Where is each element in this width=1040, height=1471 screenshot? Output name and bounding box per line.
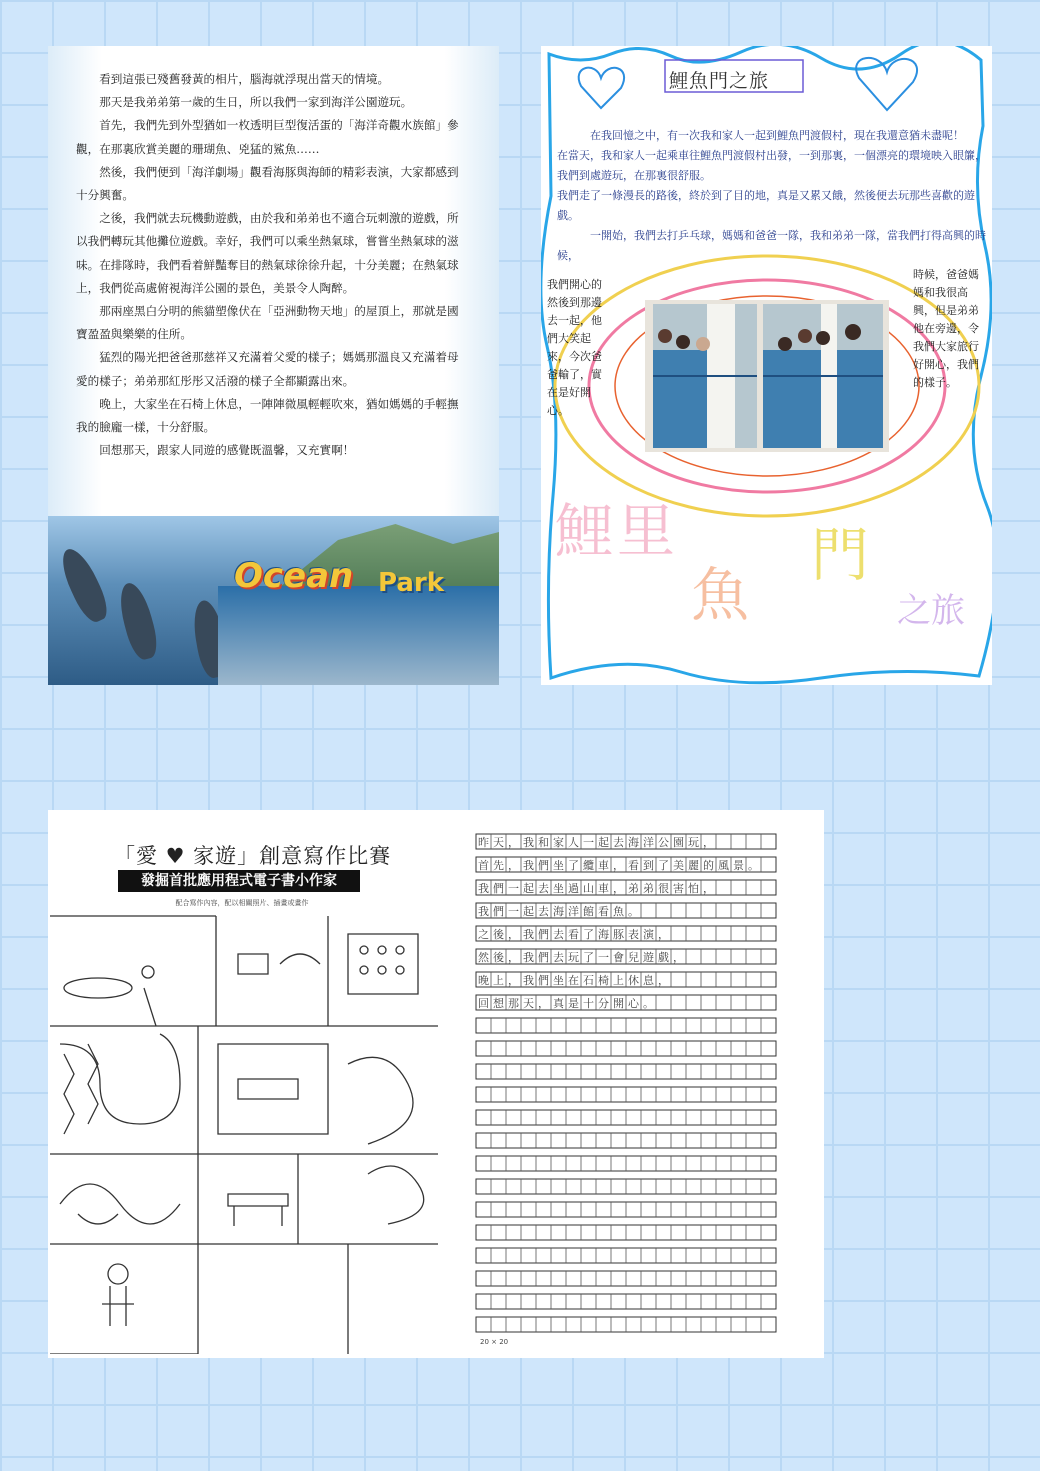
grid-char: 上 <box>613 974 624 987</box>
grid-char: 一 <box>508 905 519 918</box>
grid-char: 。 <box>748 859 759 872</box>
grid-char: 之 <box>478 928 489 941</box>
grid-char: ， <box>658 974 669 987</box>
grid-char: 去 <box>553 928 564 941</box>
heart-icon <box>856 58 917 110</box>
grid-char: 後 <box>493 951 504 964</box>
ocean-park-logo: Ocean <box>234 556 354 596</box>
grid-char: 們 <box>493 882 504 895</box>
grid-char: 上 <box>493 974 504 987</box>
grid-char: 海 <box>553 905 564 918</box>
ocean-park-photo <box>48 516 499 685</box>
grid-char: 看 <box>628 859 639 872</box>
contest-instruction: 配合寫作內容，配以相關照片、插畫或畫作 <box>175 899 309 907</box>
grid-char: ， <box>658 928 669 941</box>
big-title-char-3: 魚 <box>691 561 750 629</box>
handwritten-line: 我們走了一條漫長的路後，終於到了目的地，真是又累又餓，然後便去玩那些喜歡的遊戲。 <box>557 189 975 222</box>
grid-char: 椅 <box>598 974 609 987</box>
grid-char: 纜 <box>583 859 594 872</box>
handwritten-page <box>541 46 992 685</box>
typed-essay-page <box>48 46 499 685</box>
grid-char: 然 <box>478 951 489 964</box>
grid-char: 是 <box>568 997 579 1010</box>
grid-char: 麗 <box>688 859 699 872</box>
grid-char: 演 <box>643 928 654 941</box>
handwritten-line: 在我回憶之中，有一次我和家人一起到鯉魚門渡假村，現在我還意猶未盡呢！ <box>590 129 964 142</box>
grid-char: 豚 <box>613 928 624 941</box>
grid-char: 們 <box>538 974 549 987</box>
grid-char: 開 <box>613 997 624 1010</box>
essay-paragraph: 那天是我弟弟第一歲的生日，所以我們一家到海洋公園遊玩。 <box>99 95 413 110</box>
composition-grid <box>474 830 784 1342</box>
grid-char: 心 <box>628 997 639 1010</box>
grid-char: 在 <box>568 974 579 987</box>
grid-char: 洋 <box>568 905 579 918</box>
grid-char: 的 <box>703 859 714 872</box>
grid-char: 園 <box>673 836 684 849</box>
grid-char: 我 <box>523 859 534 872</box>
grid-char: 坐 <box>553 882 564 895</box>
grid-char: 很 <box>658 882 669 895</box>
grid-char: 們 <box>538 951 549 964</box>
grid-char: ， <box>508 951 519 964</box>
dolphin-image <box>55 544 113 627</box>
grid-char: 昨 <box>478 836 489 849</box>
family-photo <box>645 300 889 452</box>
grid-char: 分 <box>598 997 609 1010</box>
grid-char: 去 <box>553 951 564 964</box>
grid-char: 家 <box>553 836 564 849</box>
handwritten-line: 在當天，我和家人一起乘車往鯉魚門渡假村出發，一到那裏，一個漂亮的環境映入眼簾，我們到處遊玩，在那裏很舒服。 <box>557 149 986 182</box>
big-title-char-4: 門 <box>811 521 870 589</box>
grid-char: ， <box>508 859 519 872</box>
grid-char: ， <box>508 928 519 941</box>
grid-char: 怕 <box>688 882 699 895</box>
essay-paragraph: 晚上，大家坐在石椅上休息，一陣陣微風輕輕吹來，猶如媽媽的手輕撫我的臉龐一樣，十分舒服。 <box>76 396 459 435</box>
grid-char: 表 <box>628 928 639 941</box>
grid-char: ， <box>538 997 549 1010</box>
grid-char: 息 <box>643 974 654 987</box>
essay-paragraph: 猛烈的陽光把爸爸那慈祥又充滿着父愛的樣子；媽媽那溫良又充滿着母愛的樣子；弟弟那紅彤彤又活潑的樣子全都顯露出來。 <box>76 350 459 388</box>
grid-char: ， <box>508 836 519 849</box>
grid-char: 了 <box>583 951 594 964</box>
grid-char: 首 <box>478 859 489 872</box>
grid-char: 真 <box>553 997 564 1010</box>
handwritten-line: 一開始，我們去打乒乓球，媽媽和爸爸一隊，我和弟弟一隊，當我們打得高興的時候， <box>557 229 986 262</box>
grid-char: 起 <box>523 882 534 895</box>
grid-char: 我 <box>523 974 534 987</box>
big-title-char-2: 里 <box>617 497 676 565</box>
grid-char: ， <box>508 974 519 987</box>
ocean-park-logo-park: Park <box>378 568 445 598</box>
grid-char: 了 <box>568 859 579 872</box>
grid-char: 們 <box>493 905 504 918</box>
grid-char: 一 <box>598 951 609 964</box>
grid-char: 到 <box>643 859 654 872</box>
grid-char: 先 <box>493 859 504 872</box>
essay-paragraph: 那兩座黑白分明的熊貓塑像伏在「亞洲動物天地」的屋頂上，那就是國寶盈盈與樂樂的住所。 <box>76 304 459 342</box>
park-entrance-building <box>218 586 499 685</box>
grid-char: 看 <box>568 928 579 941</box>
grid-char: 後 <box>493 928 504 941</box>
grid-char: 去 <box>613 836 624 849</box>
big-title-char-5: 之旅 <box>897 591 965 631</box>
contest-entry-page <box>48 810 824 1358</box>
grid-char: 了 <box>658 859 669 872</box>
grid-char: 。 <box>628 905 639 918</box>
grid-char: 弟 <box>628 882 639 895</box>
grid-char: 想 <box>493 997 504 1010</box>
grid-char: 十 <box>583 997 594 1010</box>
grid-char: 坐 <box>553 974 564 987</box>
grid-size-label: 20 × 20 <box>480 1338 509 1346</box>
grid-char: 我 <box>523 951 534 964</box>
grid-char: 戲 <box>658 951 669 964</box>
grid-char: 車 <box>598 859 609 872</box>
grid-char: 。 <box>643 997 654 1010</box>
comic-drawing <box>48 914 440 1354</box>
grid-char: 風 <box>718 859 729 872</box>
grid-char: 起 <box>598 836 609 849</box>
handwritten-lines <box>557 126 987 266</box>
grid-char: ， <box>703 836 714 849</box>
grid-char: ， <box>703 882 714 895</box>
grid-char: 弟 <box>643 882 654 895</box>
grid-char: 去 <box>538 905 549 918</box>
grid-char: 我 <box>523 928 534 941</box>
contest-title: 「愛 ♥ 家遊」創意寫作比賽 <box>114 844 392 868</box>
essay-paragraph: 首先，我們先到外型猶如一枚透明巨型復活蛋的「海洋奇觀水族館」參觀，在那裏欣賞美麗的珊瑚魚、兇猛的鯊魚…… <box>76 118 459 156</box>
essay-paragraph: 之後，我們就去玩機動遊戲，由於我和弟弟也不適合玩刺激的遊戲，所以我們轉玩其他攤位遊戲。幸好，我們可以乘坐熱氣球，嘗嘗坐熱氣球的滋味。在排隊時，我們看着鮮豔奪目的熱氣球徐徐升起，十分美麗；在熱氣球上，我們從高處俯視海洋公園的景色，美景令人陶醉。 <box>76 211 459 295</box>
grid-char: 害 <box>673 882 684 895</box>
grid-char: ， <box>673 951 684 964</box>
grid-char: 遊 <box>643 951 654 964</box>
grid-char: 海 <box>628 836 639 849</box>
grid-char: 館 <box>583 905 594 918</box>
grid-char: 那 <box>508 997 519 1010</box>
grid-char: 石 <box>583 974 594 987</box>
grid-char: 晚 <box>478 974 489 987</box>
grid-char: 山 <box>583 882 594 895</box>
grid-char: 了 <box>583 928 594 941</box>
grid-char: 坐 <box>553 859 564 872</box>
grid-char: 天 <box>493 836 504 849</box>
grid-char: 會 <box>613 951 624 964</box>
handwritten-left-note: 我們開心的然後到那邊去一起，他們大笑起來，今次爸爸輸了，實在是好開心。 <box>547 278 602 417</box>
grid-char: 兒 <box>628 951 639 964</box>
grid-char: 我 <box>478 905 489 918</box>
grid-char: 一 <box>508 882 519 895</box>
grid-char: 回 <box>478 997 489 1010</box>
grid-char: 海 <box>598 928 609 941</box>
grid-char: 看 <box>598 905 609 918</box>
essay-paragraph: 看到這張已殘舊發黃的相片，腦海就浮現出當天的情境。 <box>99 72 390 86</box>
contest-banner: 發掘首批應用程式電子書小作家 <box>118 870 360 892</box>
grid-char: 景 <box>733 859 744 872</box>
grid-char: 我 <box>523 836 534 849</box>
grid-char: 魚 <box>613 905 624 918</box>
dolphin-image <box>114 580 161 663</box>
grid-char: 起 <box>523 905 534 918</box>
essay-text <box>76 68 466 462</box>
handwritten-right-note: 時候，爸爸媽媽和我很高興，但是弟弟他在旁邊，令我們大家旅行好開心，我們的樣子。 <box>913 268 979 389</box>
grid-char: 去 <box>538 882 549 895</box>
grid-char: 美 <box>673 859 684 872</box>
grid-char: ， <box>613 859 624 872</box>
grid-char: 洋 <box>643 836 654 849</box>
essay-paragraph: 然後，我們便到「海洋劇場」觀看海豚與海師的精彩表演，大家都感到十分興奮。 <box>76 164 459 203</box>
essay-paragraph: 回想那天，跟家人同遊的感覺既溫馨，又充實啊！ <box>99 443 355 458</box>
grid-char: 一 <box>583 836 594 849</box>
grid-char: 們 <box>538 859 549 872</box>
grid-char: 我 <box>478 882 489 895</box>
grid-char: 玩 <box>568 951 579 964</box>
grid-char: 公 <box>658 836 669 849</box>
grid-char: 玩 <box>688 836 699 849</box>
grid-char: 和 <box>538 836 549 849</box>
grid-char: 天 <box>523 997 534 1010</box>
grid-char: 們 <box>538 928 549 941</box>
grid-char: 過 <box>568 882 579 895</box>
grid-char: 休 <box>628 974 639 987</box>
big-title-char-1: 鯉 <box>555 497 614 565</box>
grid-char: ， <box>613 882 624 895</box>
handwritten-title: 鯉魚門之旅 <box>669 70 770 92</box>
grid-char: 車 <box>598 882 609 895</box>
grid-char: 人 <box>568 836 579 849</box>
heart-icon <box>579 68 624 108</box>
